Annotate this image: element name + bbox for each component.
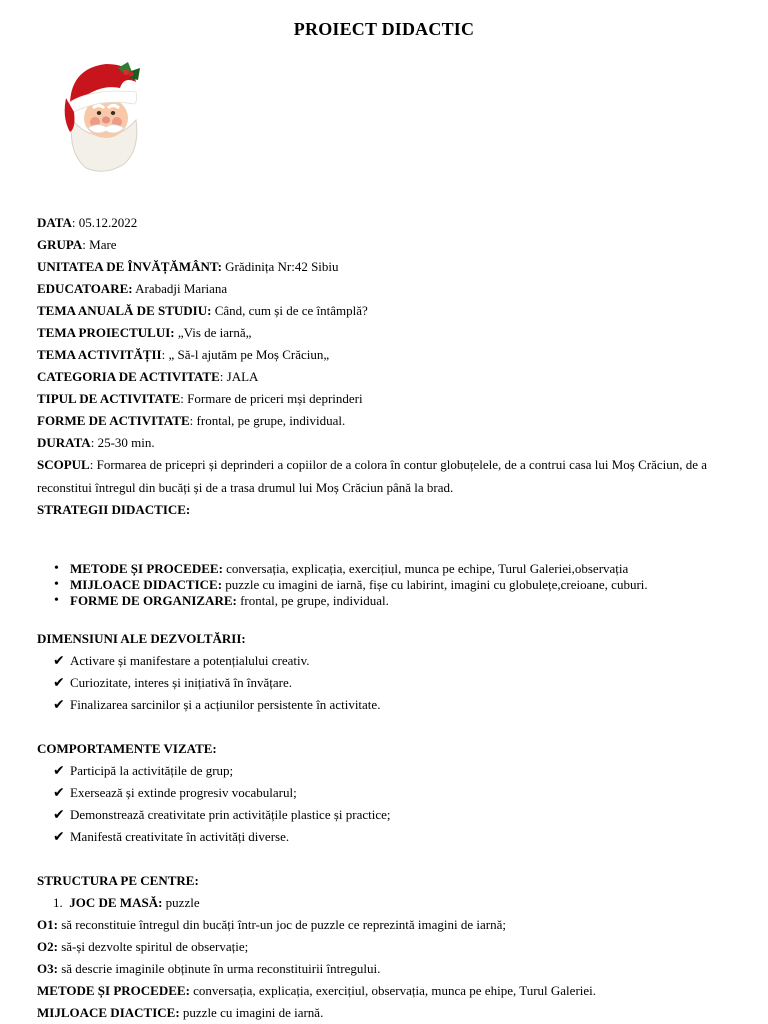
strategy-value: conversația, explicația, exercițiul, munca pe echipe, Turul Galeriei,observația — [226, 561, 629, 576]
behaviors-heading: COMPORTAMENTE VIZATE: — [37, 741, 217, 756]
means-line — [37, 1002, 737, 1024]
strategies-heading: STRATEGII DIDACTICE: — [37, 502, 191, 517]
strategy-value: frontal, pe grupe, individual. — [240, 593, 389, 608]
methods-label: METODE ȘI PROCEDEE: — [37, 983, 190, 998]
objective-line — [37, 958, 737, 980]
detail-line-type — [37, 388, 737, 410]
detail-label: TIPUL DE ACTIVITATE — [37, 391, 181, 406]
detail-value: „ Să-l ajutăm pe Moș Crăciun„ — [168, 347, 330, 362]
center-label: JOC DE MASĂ: — [69, 895, 163, 910]
detail-separator: : — [180, 391, 188, 406]
detail-line-annual-theme — [37, 300, 737, 322]
item-text: Activare și manifestare a potențialului creativ. — [70, 653, 310, 668]
center-1-line — [37, 892, 737, 914]
detail-line-duration — [37, 432, 737, 454]
checkmark-icon: ✔ — [53, 675, 65, 691]
item-text: Exersează și extinde progresiv vocabularul; — [70, 785, 297, 800]
center-number: 1. — [53, 895, 63, 910]
behaviors-list — [37, 760, 737, 848]
objective-text: să descrie imaginile obținute în urma reconstituirii întregului. — [61, 961, 381, 976]
item-text: Demonstrează creativitate prin activitățile plastice și practice; — [70, 807, 391, 822]
detail-value: „Vis de iarnă„ — [177, 325, 252, 340]
strategies-list — [37, 561, 737, 609]
detail-line-forms — [37, 410, 737, 432]
objective-line — [37, 914, 737, 936]
detail-value: Când, cum și de ce întâmplă? — [214, 303, 368, 318]
detail-line-project-theme — [37, 322, 737, 344]
detail-separator: : — [161, 347, 169, 362]
strategy-value: puzzle cu imagini de iarnă, fișe cu labirint, imagini cu globulețe,creioane, cuburi. — [225, 577, 648, 592]
item-text: Curiozitate, interes și inițiativă în învățare. — [70, 675, 293, 690]
detail-separator: : — [189, 413, 197, 428]
santa-claus-illustration — [62, 58, 144, 174]
objective-label: O2: — [37, 939, 58, 954]
detail-label: UNITATEA DE ÎNVĂȚĂMÂNT: — [37, 259, 222, 274]
list-item — [53, 760, 737, 782]
methods-line — [37, 980, 737, 1002]
project-details — [37, 212, 737, 454]
scope-text: : Formarea de pricepri și deprinderi a copiilor de a colora în contur globuțelele, de a contrui casa lui Moș Crăciun, de a reconstitui întregul din bucăți și de a trasa drumul lui Moș Crăciun până la brad. — [37, 457, 708, 495]
spacer — [37, 848, 737, 870]
strategy-label: FORME DE ORGANIZARE: — [70, 593, 237, 608]
objective-label: O1: — [37, 917, 58, 932]
detail-value: Arabadji Mariana — [135, 281, 228, 296]
item-text: Participă la activitățile de grup; — [70, 763, 234, 778]
detail-label: DURATA — [37, 435, 91, 450]
detail-value: 05.12.2022 — [78, 215, 138, 230]
list-item — [53, 826, 737, 848]
dimensions-list — [37, 650, 737, 716]
spacer — [37, 716, 737, 738]
detail-separator: : — [82, 237, 90, 252]
detail-value: JALA — [226, 369, 259, 384]
document-body — [37, 212, 737, 1024]
means-value: puzzle cu imagini de iarnă. — [182, 1005, 324, 1020]
methods-value: conversația, explicația, exercițiul, observația, munca pe ehipe, Turul Galeriei. — [193, 983, 597, 998]
list-item — [53, 694, 737, 716]
checkmark-icon: ✔ — [53, 807, 65, 823]
detail-separator: : — [90, 435, 98, 450]
detail-line-teacher — [37, 278, 737, 300]
list-item — [70, 561, 737, 577]
detail-label: GRUPA — [37, 237, 83, 252]
list-item — [53, 672, 737, 694]
checkmark-icon: ✔ — [53, 653, 65, 669]
structure-heading: STRUCTURA PE CENTRE: — [37, 873, 199, 888]
detail-value: Formare de priceri mși deprinderi — [187, 391, 363, 406]
detail-separator: : — [219, 369, 227, 384]
checkmark-icon: ✔ — [53, 763, 65, 779]
spacer — [37, 609, 737, 628]
scope-paragraph — [37, 454, 737, 499]
detail-value: 25-30 min. — [97, 435, 155, 450]
detail-line-activity-theme — [37, 344, 737, 366]
detail-label: FORME DE ACTIVITATE — [37, 413, 190, 428]
document-title: PROIECT DIDACTIC — [293, 19, 475, 39]
checkmark-icon: ✔ — [53, 697, 65, 713]
detail-line-category — [37, 366, 737, 388]
detail-value: Mare — [89, 237, 117, 252]
strategy-label: MIJLOACE DIDACTICE: — [70, 577, 223, 592]
item-text: Finalizarea sarcinilor și a acțiunilor persistente în activitate. — [70, 697, 381, 712]
detail-separator: : — [71, 215, 79, 230]
detail-label: EDUCATOARE: — [37, 281, 133, 296]
spacer — [37, 521, 737, 561]
scope-label: SCOPUL — [37, 457, 90, 472]
list-item — [70, 577, 737, 593]
means-label: MIJLOACE DIACTICE: — [37, 1005, 180, 1020]
detail-value: Grădinița Nr:42 Sibiu — [225, 259, 339, 274]
objective-line — [37, 936, 737, 958]
list-item — [53, 804, 737, 826]
dimensions-heading: DIMENSIUNI ALE DEZVOLTĂRII: — [37, 631, 246, 646]
objective-text: să-și dezvolte spiritul de observație; — [61, 939, 249, 954]
detail-label: TEMA ANUALĂ DE STUDIU: — [37, 303, 212, 318]
checkmark-icon: ✔ — [53, 829, 65, 845]
objective-label: O3: — [37, 961, 58, 976]
list-item — [70, 593, 737, 609]
objective-text: să reconstituie întregul din bucăți într-un joc de puzzle ce reprezintă imagini de iarnă; — [61, 917, 507, 932]
detail-label: DATA — [37, 215, 72, 230]
item-text: Manifestă creativitate în activități diverse. — [70, 829, 290, 844]
list-item — [53, 650, 737, 672]
center-value: puzzle — [165, 895, 200, 910]
list-item — [53, 782, 737, 804]
strategy-label: METODE ȘI PROCEDEE: — [70, 561, 223, 576]
detail-label: CATEGORIA DE ACTIVITATE — [37, 369, 220, 384]
detail-line-group — [37, 234, 737, 256]
detail-line-school — [37, 256, 737, 278]
detail-label: TEMA PROIECTULUI: — [37, 325, 175, 340]
detail-value: frontal, pe grupe, individual. — [196, 413, 346, 428]
detail-line-date — [37, 212, 737, 234]
detail-label: TEMA ACTIVITĂȚII — [37, 347, 162, 362]
checkmark-icon: ✔ — [53, 785, 65, 801]
